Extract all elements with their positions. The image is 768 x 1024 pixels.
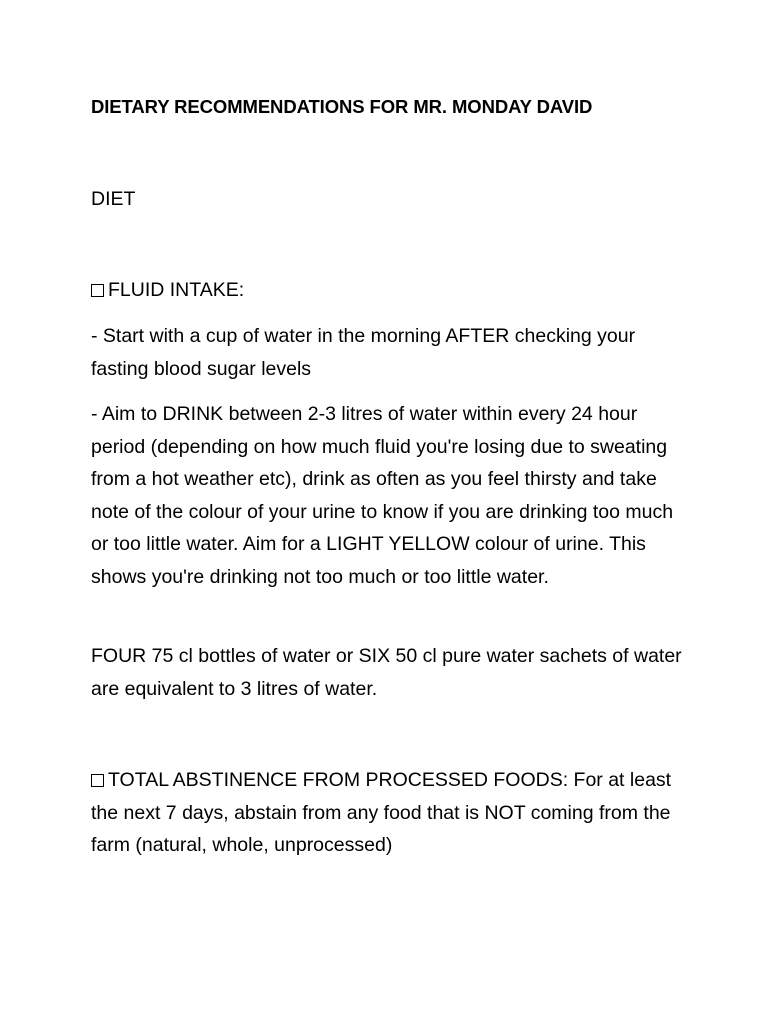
fluid-point-morning-water: - Start with a cup of water in the morning AFTER checking your fasting blood sugar levels — [91, 325, 636, 380]
missing-glyph-bullet-icon — [91, 774, 104, 787]
fluid-intake-heading — [91, 274, 691, 307]
processed-foods-item — [91, 764, 691, 862]
section-heading-diet: DIET — [91, 188, 136, 210]
processed-foods-text: TOTAL ABSTINENCE FROM PROCESSED FOODS: For at least the next 7 days, abstain from any food that is NOT coming from the farm (natural, whole, unprocessed) — [91, 769, 672, 857]
fluid-point-daily-intake: - Aim to DRINK between 2-3 litres of water within every 24 hour period (depending on how much fluid you're losing due to sweating from a hot weather etc), drink as often as you feel thirsty and take note of the colour of your urine to know if you are drinking too much or too little water. Aim for a LIGHT YELLOW colour of urine. This shows you're drinking not too much or too little water. — [91, 403, 674, 588]
document-title: DIETARY RECOMMENDATIONS FOR MR. MONDAY DAVID — [91, 96, 593, 117]
fluid-intake-heading-text: FLUID INTAKE: — [108, 279, 245, 301]
missing-glyph-bullet-icon — [91, 284, 104, 297]
fluid-equivalence-note: FOUR 75 cl bottles of water or SIX 50 cl pure water sachets of water are equivalent to 3 litres of water. — [91, 645, 682, 700]
